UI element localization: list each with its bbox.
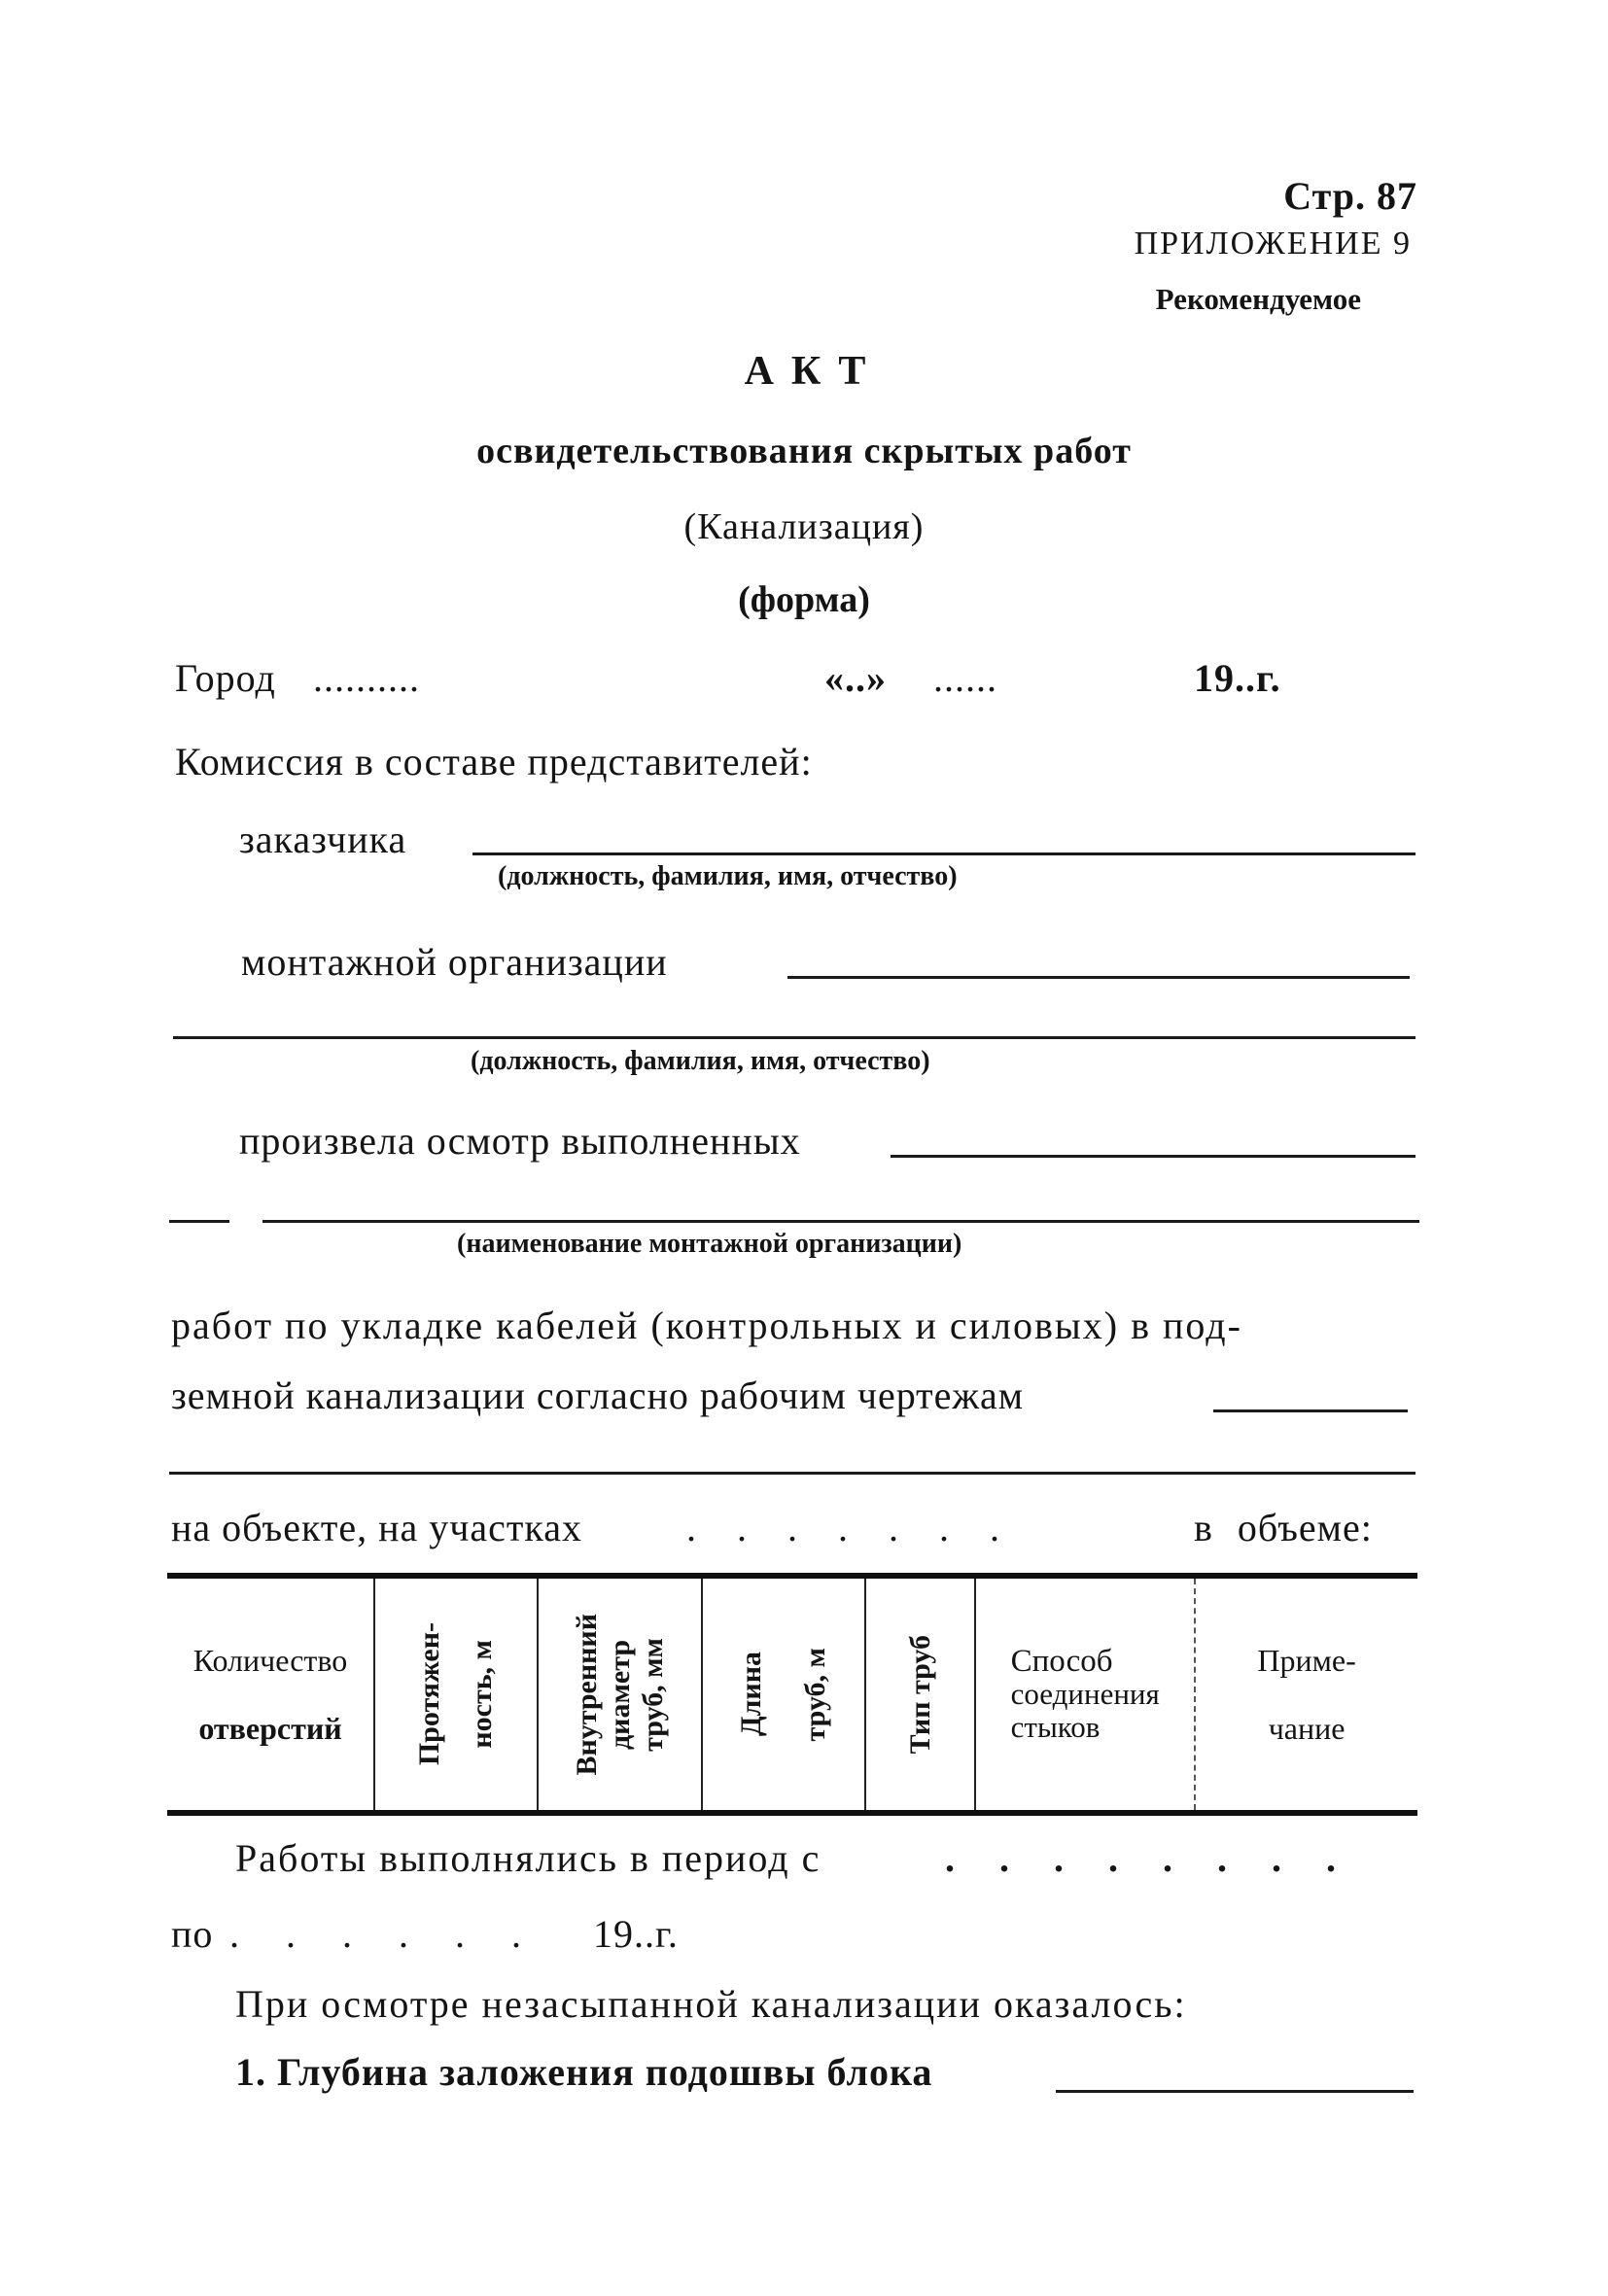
period-from-field[interactable]: ........ [945,1836,1381,1880]
mount-org-label: монтажной организации [241,940,668,984]
document-form-label: (форма) [738,579,870,620]
table-col-length [373,1579,537,1810]
table-col-diameter-line3: труб, мм [636,1637,669,1752]
body-line-3: на объекте, на участках [171,1506,582,1549]
date-year-label: 19..г. [1194,656,1281,700]
city-field[interactable]: .......... [313,656,420,700]
table-col-length-line2: ность, м [466,1640,499,1749]
table-col-holes-line1: Количество [192,1643,348,1678]
item-1-input-line[interactable] [1056,2090,1414,2093]
inspection-result-label: При осмотре незасыпанной канализации оказалось: [235,1982,1187,2026]
table-col-joints [974,1579,1194,1810]
inspected-input-line-2[interactable] [262,1220,1419,1223]
volume-label: в объеме: [1194,1506,1373,1549]
date-month-field[interactable]: ...... [933,656,997,700]
table-col-pipe-type [864,1579,974,1810]
table-col-note [1194,1579,1417,1810]
document-title: АКТ [744,349,884,394]
table-col-joints-line1: Способ [1010,1644,1113,1679]
table-col-pipe-length [701,1579,864,1810]
table-col-note-line1: Приме- [1257,1643,1356,1678]
table-col-joints-line2: соединения [1010,1677,1160,1711]
body-line-2: земной канализации согласно рабочим чертежам [171,1374,1025,1417]
document-subtitle: освидетельствования скрытых работ [476,431,1132,471]
table-col-diameter [537,1579,700,1810]
customer-caption: (должность, фамилия, имя, отчество) [498,861,958,891]
customer-input-line[interactable] [472,852,1416,855]
inspected-label: произвела осмотр выполненных [239,1119,801,1163]
table-col-pipe-type-label: Тип труб [903,1634,936,1755]
drawings-input-line-2[interactable] [169,1472,1416,1475]
mount-org-input-line-2[interactable] [173,1036,1416,1039]
period-label: Работы выполнялись в период с [235,1836,821,1880]
page-number: Стр. 87 [1283,174,1417,218]
document-kind: (Канализация) [683,506,925,547]
table-col-length-line1: Протяжен- [413,1622,446,1766]
volume-table [167,1573,1417,1816]
customer-label: заказчика [239,818,407,861]
city-label: Город [175,656,276,700]
table-col-diameter-line1: Внутренний [570,1613,603,1776]
table-col-pipe-length-line2: труб, м [799,1647,832,1742]
table-col-holes-line2: отверстий [198,1711,342,1746]
table-col-joints-line3: стыков [1010,1710,1101,1744]
inspected-input-line-short[interactable] [169,1220,229,1223]
period-to-field[interactable]: ...... [229,1912,568,1956]
sections-field[interactable]: ....... [686,1506,1040,1549]
table-col-note-line2: чание [1268,1711,1346,1746]
period-to-label: по [171,1912,214,1956]
table-col-pipe-length-line1: Длина [735,1652,768,1737]
inspected-caption: (наименование монтажной организации) [457,1229,962,1259]
commission-label: Комиссия в составе представителей: [175,740,813,783]
item-1-label: 1. Глубина заложения подошвы блока [235,2050,933,2094]
recommended-label: Рекомендуемое [1155,282,1361,316]
period-to-year: 19..г. [593,1912,679,1956]
date-day-field[interactable]: «..» [824,656,887,700]
body-line-1: работ по укладке кабелей (контрольных и силовых) в под- [171,1304,1242,1347]
inspected-input-line[interactable] [891,1155,1416,1158]
appendix-label: ПРИЛОЖЕНИЕ 9 [1134,226,1412,261]
mount-org-input-line[interactable] [787,976,1410,979]
mount-org-caption: (должность, фамилия, имя, отчество) [471,1046,930,1076]
table-col-diameter-line2: диаметр [603,1639,636,1750]
drawings-input-line[interactable] [1213,1409,1408,1412]
table-col-holes [167,1579,373,1810]
